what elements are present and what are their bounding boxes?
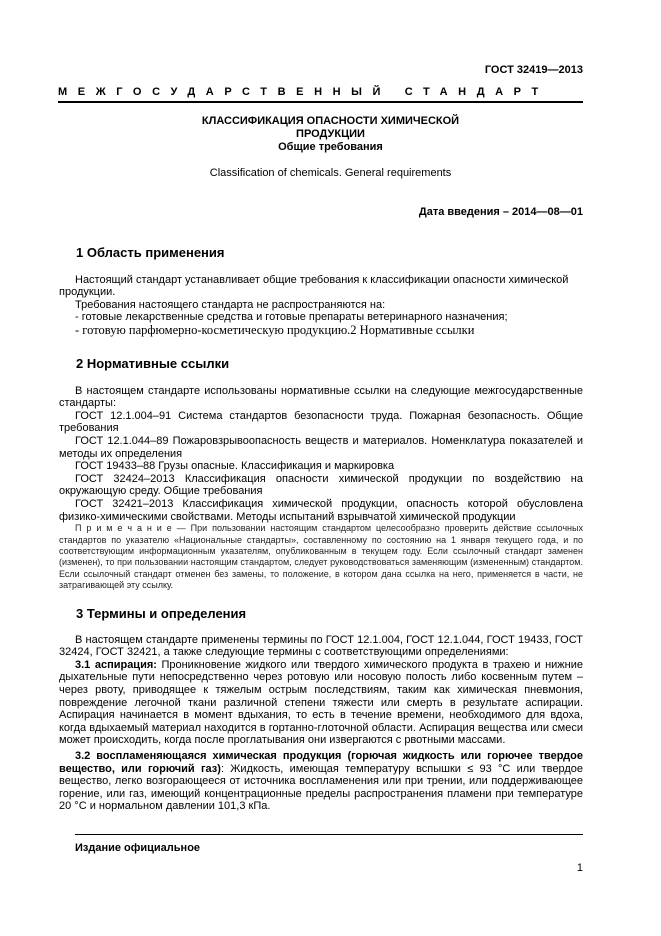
term-flammable xyxy=(59,750,583,813)
title-line-2: ПРОДУКЦИИ xyxy=(296,128,365,140)
footer-rule xyxy=(75,834,583,835)
term-aspiration-name: 3.1 аспирация: xyxy=(75,658,157,671)
title-line-3: Общие требования xyxy=(278,141,383,153)
header-rule xyxy=(58,101,583,103)
interstate-standard-label: МЕЖГОСУДАРСТВЕННЫЙ СТАНДАРТ xyxy=(58,86,549,98)
note-label: П р и м е ч а н и е — xyxy=(75,523,186,534)
document-title xyxy=(0,115,661,154)
title-line-1: КЛАССИФИКАЦИЯ ОПАСНОСТИ ХИМИЧЕСКОЙ xyxy=(201,115,460,127)
term-flammable-definition: : Жидкость, имеющая температуру вспышки ≤ 93 °С или твердое вещество, легко возгорающееся от источника воспламенения или при трении, или поддерживающее горение, или газ, имеющий концентрационные пределы распространения пламени при температуре 20 °С и нормальном давлении 101,3 кПа. xyxy=(59,762,583,813)
term-flammable-name: 3.2 воспламеняющаяся химическая продукция (горючая жидкость или горючее твердое вещество, или горючий газ) xyxy=(59,749,583,775)
page-number: 1 xyxy=(576,862,583,874)
reference-item: ГОСТ 32421–2013 Классификация химической продукции, опасность которой обусловлена физико-химическими свойствами. Методы испытаний взрывчатой химической продукции xyxy=(59,497,583,523)
section-2-heading: 2 Нормативные ссылки xyxy=(76,356,230,371)
section-3-heading: 3 Термины и определения xyxy=(76,606,247,621)
standard-code: ГОСТ 32419—2013 xyxy=(484,64,583,76)
introduction-date: Дата введения – 2014—08—01 xyxy=(418,206,583,218)
section-2 xyxy=(59,356,583,592)
official-edition-label: Издание официальное xyxy=(75,842,201,854)
section-3 xyxy=(59,606,583,813)
section-1-para-3: - готовые лекарственные средства и готовые препараты ветеринарного назначения; xyxy=(75,311,508,324)
section-2-para-1: В настоящем стандарте использованы нормативные ссылки на следующие межгосударственные стандарты: xyxy=(59,384,583,410)
section-1-heading: 1 Область применения xyxy=(76,245,225,260)
section-1 xyxy=(59,245,583,337)
section-1-para-2: Требования настоящего стандарта не распространяются на: xyxy=(75,298,386,311)
note-text: При пользовании настоящим стандартом целесообразно проверить действие ссылочных стандартов по указателю «Национальные стандарты», составленному по состоянию на 1 января текущего года, и по соответствующим информационным указателям, опубликованным в текущем году. Если ссылочный стандарт заменен (изменен), то при пользовании настоящим стандартом, следует руководствоваться заменяющим (измененным) стандартом. Если ссылочный стандарт отменен без замены, то положение, в котором дана ссылка на него, применяется в части, не затрагивающей эту ссылку. xyxy=(59,523,583,591)
section-1-para-1: Настоящий стандарт устанавливает общие требования к классификации опасности химической продукции. xyxy=(59,273,569,299)
section-3-para-1: В настоящем стандарте применены термины по ГОСТ 12.1.004, ГОСТ 12.1.044, ГОСТ 19433, ГОСТ 32424, ГОСТ 32421, а также следующие термины с соответствующими определениями: xyxy=(59,633,583,659)
reference-item: ГОСТ 12.1.004–91 Система стандартов безопасности труда. Пожарная безопасность. Общие требования xyxy=(59,409,583,435)
interstate-standard-bar xyxy=(58,86,583,103)
term-aspiration xyxy=(59,659,583,747)
term-aspiration-definition: Проникновение жидкого или твердого химического продукта в трахею и нижние дыхательные пути непосредственно через ротовую или носовую полость либо косвенным путем – через рвоту, приводящее к тяжелым острым последствиям, таким как химическая пневмония, повреждение легочной ткани различной степени тяжести или смерть в результате аспирации. Аспирация начинается в момент вдыхания, то есть в течение времени, необходимого для вдоха, когда вдыхаемый материал находится в гортанно-глоточной области. Аспирация вещества или смеси может происходить, когда после проглатывания они извергаются с рвотными массами. xyxy=(59,658,583,747)
reference-item: ГОСТ 12.1.044–89 Пожаровзрывоопасность веществ и материалов. Номенклатура показателей и методы их определения xyxy=(59,434,583,460)
section-1-para-4: - готовую парфюмерно-косметическую продукцию.2 Нормативные ссылки xyxy=(75,322,475,337)
english-title: Classification of chemicals. General requirements xyxy=(209,167,452,179)
reference-item: ГОСТ 19433–88 Грузы опасные. Классификация и маркировка xyxy=(75,460,395,473)
reference-item: ГОСТ 32424–2013 Классификация опасности химической продукции по воздействию на окружающую среду. Общие требования xyxy=(59,472,583,498)
section-2-note xyxy=(59,523,583,591)
